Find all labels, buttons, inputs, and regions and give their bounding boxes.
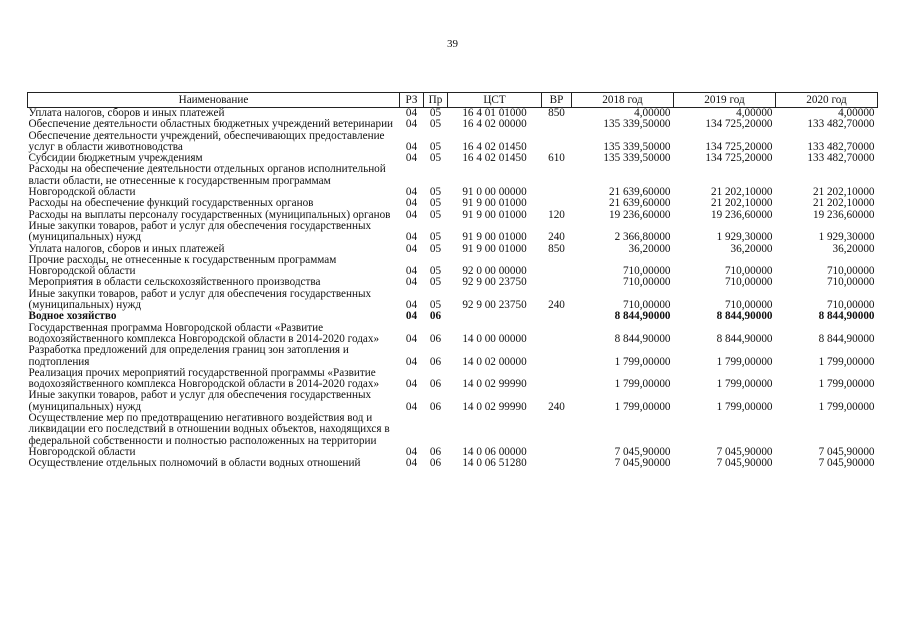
row-rz: 04	[405, 355, 418, 368]
row-rz: 04	[405, 276, 418, 289]
row-value-2020: 710,00000	[826, 299, 875, 312]
row-value-2019: 1 929,30000	[716, 231, 773, 244]
row-vr: 850	[548, 242, 565, 255]
row-value-2018: 135 339,50000	[603, 140, 671, 153]
row-name: Уплата налогов, сборов и иных платежей	[28, 107, 225, 119]
row-value-2019: 4,00000	[736, 107, 773, 119]
row-vr	[542, 368, 572, 391]
row-name: Расходы на обеспечение функций государственных органов	[28, 197, 314, 210]
table-row	[28, 413, 878, 458]
row-cst: 14 0 02 99990	[462, 378, 527, 391]
row-value-2020: 133 482,70000	[807, 118, 875, 131]
header-2018: 2018 год	[572, 93, 674, 108]
row-cst: 16 4 02 01450	[462, 152, 527, 165]
row-cst: 92 0 00 00000	[462, 265, 527, 278]
row-vr	[542, 277, 572, 288]
header-vr: ВР	[542, 93, 572, 108]
row-value-2020: 36,20000	[832, 242, 875, 255]
row-cst: 91 9 00 01000	[462, 208, 527, 221]
row-value-2020: 1 799,00000	[818, 400, 875, 413]
row-value-2020: 21 202,10000	[812, 186, 875, 199]
row-pr: 06	[429, 332, 442, 345]
row-rz: 04	[405, 197, 418, 210]
row-value-2018: 710,00000	[622, 265, 671, 278]
row-vr: 610	[548, 152, 565, 165]
row-value-2019: 1 799,00000	[716, 355, 773, 368]
row-vr	[542, 458, 572, 469]
row-vr	[542, 323, 572, 346]
row-pr: 06	[429, 355, 442, 368]
row-value-2019: 8 844,90000	[716, 332, 773, 345]
row-value-2018: 21 639,60000	[608, 197, 671, 210]
table-row	[28, 368, 878, 391]
header-rz: РЗ	[400, 93, 424, 108]
row-pr: 05	[429, 197, 442, 210]
row-vr	[542, 164, 572, 198]
row-value-2019: 134 725,20000	[705, 140, 773, 153]
row-rz: 04	[405, 332, 418, 345]
row-vr: 120	[548, 208, 565, 221]
table-row	[28, 458, 878, 469]
row-pr: 05	[429, 265, 442, 278]
row-cst: 91 9 00 01000	[462, 197, 527, 210]
row-pr: 06	[429, 457, 442, 470]
row-value-2018: 2 366,80000	[614, 231, 671, 244]
row-cst: 14 0 02 00000	[462, 355, 527, 368]
header-cst: ЦСТ	[448, 93, 542, 108]
row-vr	[542, 198, 572, 209]
row-value-2019: 36,20000	[730, 242, 773, 255]
row-value-2020: 133 482,70000	[807, 140, 875, 153]
row-rz: 04	[405, 310, 418, 323]
row-value-2020: 710,00000	[826, 276, 875, 289]
row-vr	[542, 311, 572, 322]
row-pr: 05	[429, 107, 442, 119]
row-value-2020: 19 236,60000	[812, 208, 875, 221]
header-name: Наименование	[28, 93, 400, 108]
row-pr: 05	[429, 299, 442, 312]
row-value-2020: 4,00000	[838, 107, 875, 119]
row-pr: 05	[429, 276, 442, 289]
header-2019: 2019 год	[674, 93, 776, 108]
row-rz: 04	[405, 242, 418, 255]
row-name: Разработка предложений для определения границ зон затопления и подтопления	[28, 344, 349, 368]
row-name: Иные закупки товаров, работ и услуг для обеспечения государственных (муниципальных) нужд	[28, 389, 372, 413]
table-header-row	[28, 93, 878, 108]
row-value-2018: 1 799,00000	[614, 355, 671, 368]
row-pr: 06	[429, 378, 442, 391]
row-pr: 06	[429, 445, 442, 458]
row-value-2020: 21 202,10000	[812, 197, 875, 210]
header-pr: Пр	[424, 93, 448, 108]
table-row	[28, 255, 878, 278]
row-value-2020: 7 045,90000	[818, 457, 875, 470]
row-pr: 05	[429, 152, 442, 165]
row-name: Расходы на выплаты персоналу государственных (муниципальных) органов	[28, 208, 391, 221]
row-name: Осуществление мер по предотвращению негативного воздействия вод и ликвидации его последствий в отношении водных объектов, находящихся в федеральной собственности и полностью расположенных на территории Новгородской области	[28, 412, 390, 458]
table-row	[28, 289, 878, 312]
row-value-2018: 7 045,90000	[614, 457, 671, 470]
table-row	[28, 311, 878, 322]
table-row	[28, 164, 878, 198]
row-rz: 04	[405, 299, 418, 312]
row-vr	[542, 255, 572, 278]
row-value-2020: 8 844,90000	[818, 332, 875, 345]
row-value-2018: 135 339,50000	[603, 152, 671, 165]
row-value-2019: 134 725,20000	[705, 152, 773, 165]
row-rz: 04	[405, 152, 418, 165]
row-value-2019: 710,00000	[724, 265, 773, 278]
row-value-2020: 133 482,70000	[807, 152, 875, 165]
row-cst: 14 0 02 99990	[462, 400, 527, 413]
row-value-2018: 36,20000	[628, 242, 671, 255]
row-vr	[542, 413, 572, 458]
table-row	[28, 131, 878, 154]
table-row	[28, 221, 878, 244]
row-value-2018: 1 799,00000	[614, 378, 671, 391]
row-vr	[542, 345, 572, 368]
row-cst: 14 0 06 00000	[462, 445, 527, 458]
row-name: Реализация прочих мероприятий государственной программы «Развитие водохозяйственного комплекса Новгородской области в 2014-2020 годах»	[28, 366, 380, 391]
row-name: Расходы на обеспечение деятельности отдельных органов исполнительной власти области, не отнесенные к государственным программам Новгородской области	[28, 163, 386, 199]
row-value-2020: 7 045,90000	[818, 445, 875, 458]
row-vr	[542, 131, 572, 154]
row-vr: 240	[548, 400, 565, 413]
row-pr: 05	[429, 186, 442, 199]
row-value-2019: 1 799,00000	[716, 400, 773, 413]
table-body	[28, 108, 878, 470]
row-name: Субсидии бюджетным учреждениям	[28, 152, 203, 165]
row-pr: 05	[429, 242, 442, 255]
row-rz: 04	[405, 445, 418, 458]
row-value-2018: 8 844,90000	[614, 310, 671, 323]
row-pr: 05	[429, 231, 442, 244]
row-name: Мероприятия в области сельскохозяйственного производства	[28, 276, 321, 289]
row-pr: 05	[429, 208, 442, 221]
budget-table	[27, 92, 878, 470]
row-name: Осуществление отдельных полномочий в области водных отношений	[28, 457, 361, 470]
row-value-2018: 135 339,50000	[603, 118, 671, 131]
header-2020: 2020 год	[776, 93, 878, 108]
row-value-2019: 19 236,60000	[710, 208, 773, 221]
row-cst: 16 4 02 01450	[462, 140, 527, 153]
row-cst: 92 9 00 23750	[462, 276, 527, 289]
row-rz: 04	[405, 231, 418, 244]
row-name: Государственная программа Новгородской области «Развитие водохозяйственного комплекса Новгородской области в 2014-2020 годах»	[28, 321, 380, 345]
row-pr: 05	[429, 118, 442, 131]
row-rz: 04	[405, 265, 418, 278]
row-value-2018: 1 799,00000	[614, 400, 671, 413]
row-value-2019: 21 202,10000	[710, 197, 773, 210]
row-name: Иные закупки товаров, работ и услуг для обеспечения государственных (муниципальных) нужд	[28, 219, 372, 244]
row-value-2019: 7 045,90000	[716, 457, 773, 470]
row-pr: 06	[429, 310, 442, 323]
row-vr: 850	[548, 107, 565, 119]
row-rz: 04	[405, 107, 418, 119]
row-cst: 16 4 02 00000	[462, 118, 527, 131]
row-rz: 04	[405, 400, 418, 413]
row-cst: 14 0 00 00000	[462, 332, 527, 345]
row-rz: 04	[405, 208, 418, 221]
row-value-2020: 8 844,90000	[818, 310, 875, 323]
row-value-2018: 7 045,90000	[614, 445, 671, 458]
row-rz: 04	[405, 186, 418, 199]
row-value-2018: 4,00000	[634, 107, 671, 119]
row-rz: 04	[405, 457, 418, 470]
row-vr	[542, 119, 572, 130]
row-value-2019: 7 045,90000	[716, 445, 773, 458]
table-row	[28, 119, 878, 130]
row-value-2020: 1 929,30000	[818, 231, 875, 244]
row-rz: 04	[405, 378, 418, 391]
row-value-2018: 710,00000	[622, 276, 671, 289]
row-rz: 04	[405, 140, 418, 153]
table-row	[28, 323, 878, 346]
row-cst: 91 0 00 00000	[462, 186, 527, 199]
row-name: Иные закупки товаров, работ и услуг для обеспечения государственных (муниципальных) нужд	[28, 287, 372, 312]
row-value-2019: 710,00000	[724, 276, 773, 289]
row-cst: 92 9 00 23750	[462, 299, 527, 312]
row-vr: 240	[548, 299, 565, 312]
table-row	[28, 345, 878, 368]
row-value-2018: 19 236,60000	[608, 208, 671, 221]
row-value-2019: 710,00000	[724, 299, 773, 312]
row-name: Обеспечение деятельности учреждений, обеспечивающих предоставление услуг в области животноводства	[28, 129, 385, 153]
row-value-2019: 21 202,10000	[710, 186, 773, 199]
row-value-2020: 1 799,00000	[818, 355, 875, 368]
row-value-2019: 1 799,00000	[716, 378, 773, 391]
row-cst	[448, 311, 542, 322]
row-pr: 05	[429, 140, 442, 153]
table-row	[28, 390, 878, 413]
page-number: 39	[447, 38, 458, 50]
row-pr: 06	[429, 400, 442, 413]
row-name: Водное хозяйство	[28, 310, 117, 323]
row-value-2019: 134 725,20000	[705, 118, 773, 131]
row-cst: 91 9 00 01000	[462, 242, 527, 255]
row-vr: 240	[548, 231, 565, 244]
row-value-2019: 8 844,90000	[716, 310, 773, 323]
row-name: Обеспечение деятельности областных бюджетных учреждений ветеринарии	[28, 118, 394, 131]
row-name: Уплата налогов, сборов и иных платежей	[28, 242, 225, 255]
row-value-2018: 21 639,60000	[608, 186, 671, 199]
row-value-2020: 710,00000	[826, 265, 875, 278]
table-row	[28, 198, 878, 209]
row-value-2018: 710,00000	[622, 299, 671, 312]
row-value-2018: 8 844,90000	[614, 332, 671, 345]
row-value-2020: 1 799,00000	[818, 378, 875, 391]
row-cst: 14 0 06 51280	[462, 457, 527, 470]
row-cst: 16 4 01 01000	[462, 107, 527, 119]
row-name: Прочие расходы, не отнесенные к государственным программам Новгородской области	[28, 253, 337, 278]
row-cst: 91 9 00 01000	[462, 231, 527, 244]
row-rz: 04	[405, 118, 418, 131]
